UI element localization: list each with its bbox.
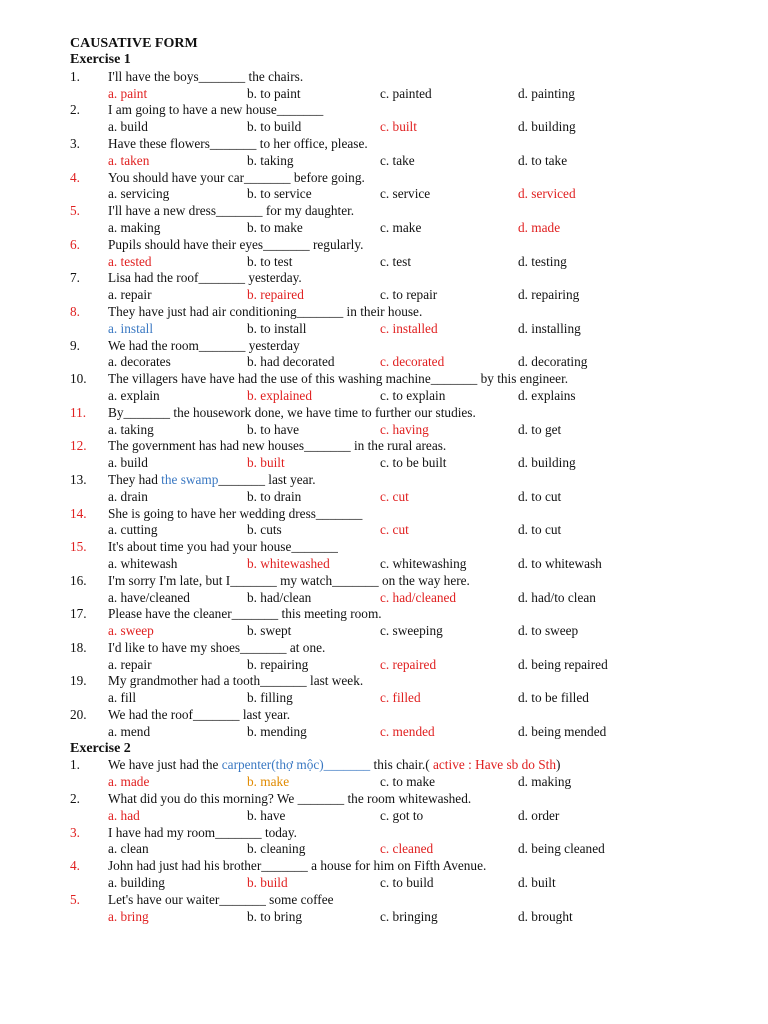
answer-option: d. built [518,875,556,891]
stem-text: I'm sorry I'm late, but I_______ my watch_______ on the way here. [108,572,470,588]
answer-option: b. to drain [247,488,302,504]
answer-option: a. fill [108,690,137,706]
options-row [70,220,750,237]
answer-option: c. painted [380,85,432,101]
answer-option: d. testing [518,253,567,269]
question-number: 4. [70,169,80,185]
options-row [70,489,750,506]
question-number: 9. [70,337,80,353]
answer-option: b. built [247,455,285,471]
question-number: 2. [70,102,80,118]
stem-text: Pupils should have their eyes_______ regularly. [108,236,364,252]
stem-text: I'll have the boys_______ the chairs. [108,68,304,84]
answer-option: c. take [380,152,415,168]
answer-option: d. installing [518,320,581,336]
answer-option: d. to cut [518,522,562,538]
answer-option: d. to get [518,421,562,437]
answer-option: d. brought [518,908,573,924]
answer-option: c. cut [380,522,409,538]
stem-text: this chair.( [370,757,433,773]
question-number: 7. [70,270,80,286]
question-stem [108,757,560,774]
answer-option: a. build [108,455,148,471]
question-number: 6. [70,236,80,252]
answer-option: a. explain [108,387,160,403]
question-stem [108,102,323,119]
stem-text: I'll have a new dress_______ for my daughter. [108,203,355,219]
answer-option: b. make [247,774,290,790]
stem-text: Let's have our waiter_______ some coffee [108,891,334,907]
worksheet-content [70,35,750,925]
answer-option: c. to be built [380,455,447,471]
options-row [70,909,750,926]
question-row [70,203,750,220]
answer-option: c. whitewashing [380,555,467,571]
answer-option: c. to make [380,774,436,790]
answer-option: a. servicing [108,186,170,202]
answer-option: c. sweeping [380,623,443,639]
answer-option: d. being repaired [518,656,608,672]
answer-option: a. making [108,219,161,235]
exercise-heading: Exercise 2 [70,740,131,756]
question-stem [108,606,382,623]
options-row [70,153,750,170]
answer-option: a. sweep [108,623,154,639]
question-stem [108,472,316,489]
options-row [70,388,750,405]
options-row [70,186,750,203]
exercise-section [70,52,750,741]
question-stem [108,338,300,355]
stem-highlight: the swamp [161,471,219,487]
question-number: 13. [70,471,87,487]
answer-option: b. to build [247,119,302,135]
answer-option: b. to make [247,219,303,235]
question-number: 1. [70,68,80,84]
question-row [70,69,750,86]
options-row [70,623,750,640]
stem-text: The government has had new houses_______ in the rural areas. [108,438,447,454]
answer-option: d. being mended [518,723,607,739]
answer-option: b. to have [247,421,300,437]
options-row [70,422,750,439]
question-number: 5. [70,891,80,907]
answer-option: a. repair [108,287,152,303]
answer-option: d. to be filled [518,690,589,706]
question-number: 1. [70,757,80,773]
answer-option: a. repair [108,656,152,672]
answer-option: c. got to [380,807,424,823]
answer-option: d. to sweep [518,623,579,639]
answer-option: d. order [518,807,560,823]
answer-option: c. built [380,119,417,135]
answer-option: c. cleaned [380,841,434,857]
question-row [70,573,750,590]
question-row [70,506,750,523]
answer-option: d. painting [518,85,575,101]
answer-option: d. made [518,219,561,235]
question-stem [108,825,297,842]
answer-option: a. build [108,119,148,135]
exercise-list [70,52,750,925]
answer-option: c. to build [380,875,434,891]
options-row [70,321,750,338]
answer-option: a. clean [108,841,149,857]
answer-option: b. had decorated [247,354,335,370]
answer-option: a. bring [108,908,149,924]
question-row [70,640,750,657]
answer-option: c. test [380,253,412,269]
question-row [70,539,750,556]
stem-text: I'd like to have my shoes_______ at one. [108,639,326,655]
question-row [70,371,750,388]
stem-text: The villagers have have had the use of this washing machine_______ by this engineer. [108,371,569,387]
stem-text: John had just had his brother_______ a house for him on Fifth Avenue. [108,858,487,874]
answer-option: c. installed [380,320,438,336]
question-number: 5. [70,203,80,219]
stem-text: They had [108,471,162,487]
answer-option: b. repairing [247,656,309,672]
question-stem [108,506,362,523]
answer-option: a. decorates [108,354,171,370]
options-row [70,455,750,472]
answer-option: a. mend [108,723,151,739]
question-row [70,673,750,690]
question-stem [108,892,334,909]
question-row [70,606,750,623]
stem-text: What did you do this morning? We _______ the room whitewashed. [108,791,472,807]
answer-option: b. explained [247,387,312,403]
stem-text: We had the room_______ yesterday [108,337,300,353]
answer-option: a. tested [108,253,152,269]
stem-highlight: carpenter(thợ mộc)_______ [221,757,371,773]
stem-text: It's about time you had your house_______ [108,539,338,555]
answer-option: c. repaired [380,656,437,672]
answer-option: c. make [380,219,422,235]
question-stem [108,371,568,388]
answer-option: b. to paint [247,85,301,101]
question-stem [108,858,486,875]
question-number: 20. [70,707,87,723]
answer-option: d. to whitewash [518,555,602,571]
options-row [70,556,750,573]
options-row [70,774,750,791]
exercise-heading: Exercise 1 [70,52,131,67]
question-row [70,136,750,153]
answer-option: a. whitewash [108,555,178,571]
answer-option: d. to cut [518,488,562,504]
question-row [70,707,750,724]
answer-option: d. making [518,774,572,790]
question-number: 4. [70,858,80,874]
answer-option: b. to test [247,253,293,269]
answer-option: d. decorating [518,354,588,370]
answer-option: b. repaired [247,287,304,303]
options-row [70,690,750,707]
stem-text: Lisa had the roof_______ yesterday. [108,270,302,286]
question-number: 19. [70,673,87,689]
question-stem [108,573,470,590]
stem-text: ) [555,757,561,773]
answer-option: b. to install [247,320,307,336]
exercise-section [70,741,750,926]
question-row [70,892,750,909]
question-row [70,825,750,842]
answer-option: c. filled [380,690,421,706]
answer-option: b. swept [247,623,292,639]
question-stem [108,673,363,690]
answer-option: d. being cleaned [518,841,605,857]
question-row [70,757,750,774]
answer-option: a. taken [108,152,150,168]
question-number: 14. [70,505,87,521]
question-number: 18. [70,639,87,655]
question-stem [108,405,476,422]
options-row [70,86,750,103]
answer-option: c. having [380,421,429,437]
answer-option: c. to explain [380,387,446,403]
answer-option: c. bringing [380,908,438,924]
answer-option: c. decorated [380,354,445,370]
question-stem [108,640,325,657]
stem-text: They have just had air conditioning_______ in their house. [108,303,423,319]
answer-option: c. mended [380,723,435,739]
stem-text: Have these flowers_______ to her office, please. [108,135,368,151]
question-number: 2. [70,791,80,807]
question-number: 3. [70,824,80,840]
answer-option: a. made [108,774,150,790]
answer-option: b. mending [247,723,307,739]
question-row [70,270,750,287]
question-number: 11. [70,404,87,420]
options-row [70,841,750,858]
question-number: 8. [70,303,80,319]
options-row [70,254,750,271]
stem-text: We have just had the [108,757,222,773]
question-stem [108,69,303,86]
question-row [70,405,750,422]
question-stem [108,438,446,455]
options-row [70,657,750,674]
answer-option: a. paint [108,85,148,101]
answer-option: d. repairing [518,287,580,303]
answer-option: b. build [247,875,288,891]
question-number: 3. [70,135,80,151]
answer-option: b. cleaning [247,841,306,857]
answer-option: a. building [108,875,165,891]
answer-option: d. serviced [518,186,576,202]
question-row [70,338,750,355]
answer-option: a. have/cleaned [108,589,190,605]
answer-option: b. to bring [247,908,303,924]
stem-text: By_______ the housework done, we have time to further our studies. [108,404,476,420]
page-title: CAUSATIVE FORM [70,36,198,51]
question-row [70,304,750,321]
question-row [70,102,750,119]
question-number: 15. [70,539,87,555]
question-stem [108,270,302,287]
answer-option: d. had/to clean [518,589,596,605]
question-stem [108,707,290,724]
answer-option: a. cutting [108,522,158,538]
question-stem [108,170,365,187]
answer-option: d. to take [518,152,568,168]
stem-text: She is going to have her wedding dress_______ [108,505,363,521]
question-stem [108,304,422,321]
stem-highlight: active : Have sb do Sth [433,757,556,773]
question-number: 12. [70,438,87,454]
answer-option: c. cut [380,488,409,504]
answer-option: a. had [108,807,140,823]
answer-option: b. whitewashed [247,555,330,571]
options-row [70,287,750,304]
stem-text: My grandmother had a tooth_______ last week. [108,673,364,689]
question-stem [108,791,471,808]
options-row [70,354,750,371]
answer-option: b. filling [247,690,293,706]
stem-text: You should have your car_______ before going. [108,169,365,185]
options-row [70,590,750,607]
options-row [70,808,750,825]
question-row [70,791,750,808]
stem-text: We had the roof_______ last year. [108,707,291,723]
question-stem [108,237,363,254]
options-row [70,724,750,741]
answer-option: c. had/cleaned [380,589,457,605]
question-stem [108,203,354,220]
stem-text: I have had my room_______ today. [108,824,297,840]
answer-option: b. taking [247,152,294,168]
stem-text: I am going to have a new house_______ [108,102,324,118]
answer-option: b. had/clean [247,589,312,605]
answer-option: b. have [247,807,286,823]
options-row [70,522,750,539]
answer-option: c. to repair [380,287,438,303]
answer-option: a. install [108,320,154,336]
question-row [70,438,750,455]
answer-option: a. taking [108,421,154,437]
answer-option: b. cuts [247,522,282,538]
question-row [70,858,750,875]
question-stem [108,539,338,556]
answer-option: c. service [380,186,431,202]
answer-option: d. building [518,119,576,135]
question-row [70,472,750,489]
options-row [70,119,750,136]
question-number: 16. [70,572,87,588]
question-row [70,237,750,254]
question-number: 17. [70,606,87,622]
answer-option: a. drain [108,488,148,504]
options-row [70,875,750,892]
answer-option: b. to service [247,186,312,202]
question-number: 10. [70,371,87,387]
stem-text: _______ last year. [218,471,316,487]
answer-option: d. explains [518,387,576,403]
stem-text: Please have the cleaner_______ this meeting room. [108,606,382,622]
question-stem [108,136,368,153]
answer-option: d. building [518,455,576,471]
question-row [70,170,750,187]
